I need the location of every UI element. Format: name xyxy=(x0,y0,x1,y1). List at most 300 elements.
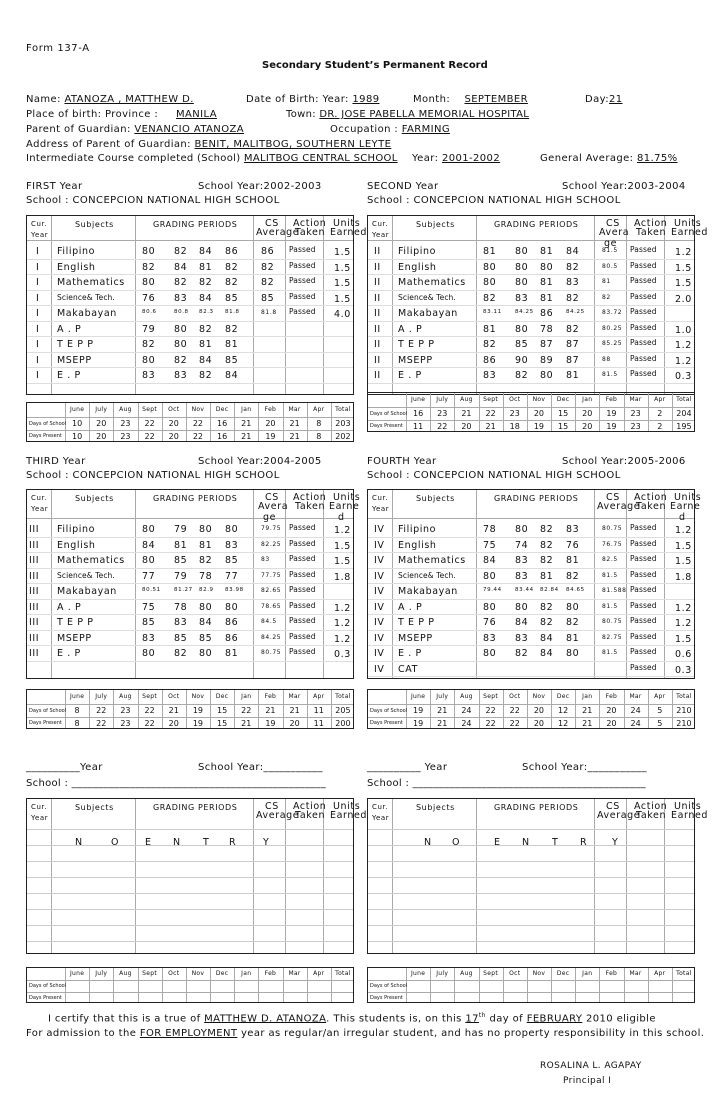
cur-year: III xyxy=(29,586,40,597)
row-divider xyxy=(27,877,353,878)
period-grade: 85 xyxy=(225,555,239,566)
period-grade: 80 xyxy=(174,323,188,335)
days-of-school: 22 xyxy=(485,409,496,418)
month-header: Mar xyxy=(629,970,642,977)
days-of-school: 20 xyxy=(168,419,179,428)
days-of-school: 21 xyxy=(437,706,448,715)
period-grade: 84.25 xyxy=(515,309,534,315)
days-present: 19 xyxy=(533,422,544,431)
cur-year: IV xyxy=(374,601,385,613)
days-of-school: 8 xyxy=(74,706,80,715)
days-present-label: Days Present xyxy=(370,995,403,1001)
cs-average-header: Avera xyxy=(258,501,289,512)
days-present: 195 xyxy=(676,422,692,431)
cur-year: II xyxy=(374,292,381,304)
period-grade: 74 xyxy=(515,539,529,551)
days-of-school: 8 xyxy=(316,419,322,428)
period-grade: 84 xyxy=(566,246,580,257)
subject-name: Filipino xyxy=(398,524,436,535)
month-header: Mar xyxy=(288,970,301,977)
intermediate-school: MALITBOG CENTRAL SCHOOL xyxy=(243,153,398,164)
action-taken: Passed xyxy=(630,569,657,579)
no-entry-letter: E xyxy=(494,837,501,848)
period-grade: 82 xyxy=(540,524,554,535)
attendance-table xyxy=(26,402,354,442)
cs-average: 81.5 xyxy=(602,247,618,254)
certify-text-f: year as regular/an irregular student, and has no property responsibility in this school. xyxy=(240,1028,705,1039)
days-present: 8 xyxy=(316,432,322,441)
month-header: Total xyxy=(335,970,351,977)
days-present: 11 xyxy=(313,719,324,728)
month-header: Aug xyxy=(119,970,132,977)
cs-header: CS xyxy=(265,492,279,503)
cs-average: 81.588 xyxy=(602,587,627,594)
days-of-school: 15 xyxy=(216,706,228,715)
days-present: 22 xyxy=(485,719,496,728)
cs-average: 76.75 xyxy=(602,540,623,548)
row-divider xyxy=(368,383,694,384)
period-grade: 80 xyxy=(515,524,529,535)
pob-row xyxy=(26,109,217,120)
certify-text-e: For admission to the xyxy=(26,1028,137,1039)
row-divider xyxy=(27,861,353,862)
student-name: ATANOZA , MATTHEW D. xyxy=(64,94,194,105)
action-taken: Passed xyxy=(289,291,316,301)
month-header: Jan xyxy=(582,693,593,700)
column-divider xyxy=(253,799,254,953)
units-earned: 0.6 xyxy=(675,649,692,660)
gen-avg-row xyxy=(540,153,678,164)
period-grade: 78 xyxy=(174,601,188,613)
month-header: Aug xyxy=(460,970,473,977)
action-taken: Passed xyxy=(630,307,657,316)
action-taken: Passed xyxy=(289,616,316,625)
row-divider xyxy=(27,583,353,584)
subject-name: Filipino xyxy=(57,246,95,257)
no-entry-letter: O xyxy=(111,837,120,848)
units-earned-header: Earne xyxy=(670,501,701,512)
units-earned: 1.2 xyxy=(675,340,692,351)
row-divider xyxy=(27,321,353,322)
period-grade: 78 xyxy=(483,524,497,535)
cs-ge-header: ge xyxy=(263,512,277,523)
cur-year: IV xyxy=(374,555,385,566)
subject-name: Mathematics xyxy=(57,555,125,566)
taken-header: Taken xyxy=(636,810,667,821)
units-earned: 0.3 xyxy=(334,649,351,660)
period-grade: 81 xyxy=(199,339,213,350)
days-present: 202 xyxy=(335,432,351,441)
period-grade: 81 xyxy=(566,555,580,566)
action-taken: Passed xyxy=(289,307,316,316)
period-grade: 82 xyxy=(515,648,529,659)
period-grade: 80 xyxy=(540,370,554,381)
certify-student: MATTHEW D. ATANOZA xyxy=(204,1013,327,1025)
row-divider xyxy=(27,336,353,337)
days-present: 8 xyxy=(74,719,80,728)
cur-year: I xyxy=(36,308,40,319)
days-of-school: 23 xyxy=(630,409,641,418)
cs-average: 80.75 xyxy=(602,525,623,532)
period-grade: 90 xyxy=(515,354,529,366)
month-header: Total xyxy=(676,970,692,977)
period-grade: 81 xyxy=(199,539,213,551)
period-grade: 82 xyxy=(225,323,239,335)
action-header: Action xyxy=(634,218,668,229)
subject-name: MSEPP xyxy=(57,632,92,644)
period-grade: 82 xyxy=(483,292,497,304)
period-grade: 82 xyxy=(566,617,580,628)
period-grade: 80 xyxy=(142,277,156,288)
taken-header: Taken xyxy=(636,501,667,512)
row-divider xyxy=(27,630,353,631)
period-grade: 80 xyxy=(483,601,497,613)
row-divider xyxy=(368,274,694,275)
action-header: Action xyxy=(293,492,327,503)
period-grade: 82 xyxy=(566,570,580,582)
period-grade: 84 xyxy=(199,246,213,257)
cs-average: 83.72 xyxy=(602,309,623,316)
cur-year: II xyxy=(374,354,381,366)
month-header: Feb xyxy=(605,970,618,977)
days-present: 19 xyxy=(192,719,203,728)
no-entry-letter: N xyxy=(173,837,181,848)
subject-name: Makabayan xyxy=(398,586,458,597)
certification-line-1 xyxy=(48,1012,656,1024)
subjects-header: Subjects xyxy=(416,494,455,503)
period-grade: 85 xyxy=(225,292,239,304)
period-grade: 86 xyxy=(225,632,239,644)
blank-grades-table xyxy=(367,798,709,954)
attendance-divider xyxy=(27,992,353,993)
period-grade: 82.9 xyxy=(199,587,214,593)
certify-text-d: 2010 eligible xyxy=(585,1013,656,1025)
month-header: Oct xyxy=(509,396,521,403)
period-grade: 84.65 xyxy=(566,587,585,593)
cur-year: II xyxy=(374,323,381,335)
period-grade: 81 xyxy=(225,339,239,350)
month-header: June xyxy=(410,970,426,977)
subject-name: A . P xyxy=(57,323,82,335)
year-heading: FOURTH Year xyxy=(367,456,437,467)
days-present: 22 xyxy=(509,719,520,728)
units-earned: 1.2 xyxy=(334,618,351,629)
attendance-table xyxy=(26,689,354,729)
no-entry-letter: Y xyxy=(612,837,619,848)
subjects-header: Subjects xyxy=(416,803,455,812)
blank-year-left: __________Year xyxy=(26,762,103,773)
units-header: Units xyxy=(674,801,702,812)
month-header: Feb xyxy=(264,406,277,413)
row-divider xyxy=(27,661,353,662)
period-grade: 80 xyxy=(540,261,554,273)
cur-header: Cur. xyxy=(372,494,389,502)
units-earned: 1.5 xyxy=(675,262,692,274)
month-header: July xyxy=(436,396,449,403)
header-divider xyxy=(368,518,694,519)
cs-average-header: Average xyxy=(597,810,641,821)
days-of-school: 23 xyxy=(120,706,131,715)
cur-year: III xyxy=(29,539,40,551)
period-grade: 84 xyxy=(199,617,213,628)
units-earned-header: Earned xyxy=(330,227,368,238)
town-label: Town: xyxy=(286,109,316,120)
days-present: 10 xyxy=(71,432,83,441)
attendance-divider xyxy=(27,717,353,718)
attendance-divider xyxy=(368,992,694,993)
month-header: Feb xyxy=(605,693,618,700)
year-header: Year xyxy=(31,231,49,239)
period-grade: 79 xyxy=(174,524,188,535)
action-taken: Passed xyxy=(289,600,316,610)
subject-name: Makabayan xyxy=(398,308,458,319)
gen-avg-label: General Average: xyxy=(540,153,634,164)
period-grade: 80 xyxy=(515,246,529,257)
month-header: Jan xyxy=(241,970,252,977)
town: DR. JOSE PABELLA MEMORIAL HOSPITAL xyxy=(319,109,530,120)
period-grade: 81 xyxy=(566,632,580,644)
subject-name: A . P xyxy=(398,601,423,613)
cs-average: 85 xyxy=(261,292,275,304)
taken-header: Taken xyxy=(295,227,326,238)
days-of-school: 210 xyxy=(676,706,692,715)
month-header: Total xyxy=(335,406,351,413)
subject-name: English xyxy=(398,539,437,551)
row-divider xyxy=(27,645,353,646)
period-grade: 84 xyxy=(483,555,497,566)
units-header: Units xyxy=(333,492,361,503)
action-taken: Passed xyxy=(630,616,657,625)
units-earned-header: Earned xyxy=(671,810,709,821)
blank-school-right: School : ____________________________________________ xyxy=(367,778,646,789)
school-name: School : CONCEPCION NATIONAL HIGH SCHOOL xyxy=(367,470,621,481)
guardian-label: Parent of Guardian: xyxy=(26,124,131,135)
period-grade: 77 xyxy=(225,570,239,582)
period-grade: 82 xyxy=(142,261,156,273)
cur-year: IV xyxy=(374,632,385,644)
month-header: Dec xyxy=(215,693,229,700)
period-grade: 82 xyxy=(174,648,188,659)
days-of-school: 23 xyxy=(120,419,131,428)
action-header: Action xyxy=(293,801,327,812)
cs-average: 78.65 xyxy=(261,602,282,610)
units-earned: 1.5 xyxy=(334,293,351,305)
period-grade: 80 xyxy=(199,601,213,613)
period-grade: 85 xyxy=(515,339,529,350)
days-present: 2 xyxy=(657,422,663,431)
row-divider xyxy=(27,537,353,538)
cur-year: IV xyxy=(374,570,385,582)
row-divider xyxy=(368,321,694,322)
period-grade: 76 xyxy=(566,539,580,551)
period-grade: 75 xyxy=(142,601,156,613)
period-grade: 83 xyxy=(566,277,580,288)
action-taken: Passed xyxy=(289,631,316,641)
days-present: 11 xyxy=(412,422,424,431)
month-header: Aug xyxy=(119,406,132,413)
period-grade: 75 xyxy=(483,539,497,551)
certify-purpose: FOR EMPLOYMENT xyxy=(139,1028,238,1039)
row-divider xyxy=(368,829,694,830)
units-header: Units xyxy=(674,218,702,229)
units-earned-header: Earne xyxy=(329,501,360,512)
cur-header: Cur. xyxy=(31,220,48,228)
period-grade: 80 xyxy=(225,601,239,613)
period-grade: 86 xyxy=(540,308,554,319)
period-grade: 85 xyxy=(174,632,188,644)
cur-year: I xyxy=(36,354,40,366)
row-divider xyxy=(27,614,353,615)
units-earned: 1.2 xyxy=(675,525,692,536)
subject-name: T E P P xyxy=(398,339,435,350)
grading-header: GRADING PERIODS xyxy=(153,220,238,229)
action-taken: Passed xyxy=(289,260,316,270)
period-grade: 81 xyxy=(540,246,554,257)
cur-year: III xyxy=(29,524,40,535)
units-earned: 1.5 xyxy=(675,633,692,645)
school-name: School : CONCEPCION NATIONAL HIGH SCHOOL xyxy=(26,195,280,206)
month-header: Total xyxy=(676,693,692,700)
cs-average: 85.25 xyxy=(602,340,623,347)
period-grade: 78 xyxy=(540,323,554,335)
cur-year: III xyxy=(29,555,40,566)
cur-header: Cur. xyxy=(372,803,389,811)
period-grade: 80 xyxy=(566,648,580,659)
gen-avg: 81.75% xyxy=(637,153,678,164)
month-header: Sept xyxy=(483,396,499,403)
attendance-table xyxy=(367,392,695,432)
days-present: 5 xyxy=(657,719,663,728)
month-header: June xyxy=(69,970,85,977)
period-grade: 83 xyxy=(515,632,529,644)
cs-average: 80.75 xyxy=(261,649,282,656)
period-grade: 81.27 xyxy=(174,587,193,593)
period-grade: 89 xyxy=(540,354,554,366)
cs-header: CS xyxy=(265,801,279,812)
row-divider xyxy=(27,599,353,600)
action-taken: Passed xyxy=(630,647,657,656)
row-divider xyxy=(27,352,353,353)
cur-year: I xyxy=(36,323,40,335)
address-label: Address of Parent of Guardian: xyxy=(26,139,191,150)
town-row xyxy=(286,109,529,120)
days-present: 19 xyxy=(606,422,617,431)
month-header: July xyxy=(95,970,108,977)
month-header: Mar xyxy=(629,693,642,700)
period-grade: 80.8 xyxy=(174,309,189,315)
month-header: Total xyxy=(335,693,351,700)
attendance-divider xyxy=(27,704,353,705)
dob-row xyxy=(246,94,379,105)
units-header: Units xyxy=(333,218,361,229)
day-row xyxy=(585,94,623,105)
days-present: 22 xyxy=(96,719,107,728)
subject-name: Mathematics xyxy=(398,555,466,566)
subject-name: Science& Tech. xyxy=(57,292,115,302)
cs-average: 82.65 xyxy=(261,587,282,594)
row-divider xyxy=(368,583,694,584)
guardian-row xyxy=(26,124,244,135)
subjects-header: Subjects xyxy=(75,494,114,503)
taken-header: Taken xyxy=(295,810,326,821)
period-grade: 84 xyxy=(199,354,213,366)
grades-table xyxy=(26,215,368,395)
month-header: Feb xyxy=(264,693,277,700)
period-grade: 84 xyxy=(142,539,156,551)
units-earned: 4.0 xyxy=(334,309,351,320)
subject-name: Science& Tech. xyxy=(398,570,456,580)
period-grade: 82 xyxy=(199,277,213,288)
period-grade: 83.98 xyxy=(225,587,244,593)
row-divider xyxy=(27,290,353,291)
row-divider xyxy=(368,845,694,846)
cur-year: IV xyxy=(374,586,385,597)
days-present: 19 xyxy=(265,432,276,441)
units-earned-header: Earned xyxy=(671,227,709,238)
month-header: Jan xyxy=(582,396,593,403)
units-earned: 1.5 xyxy=(334,556,351,567)
action-taken: Passed xyxy=(630,260,657,270)
units-earned: 2.0 xyxy=(675,293,692,305)
month-header: June xyxy=(69,406,85,413)
cs-average: 81.8 xyxy=(261,309,277,316)
year-header: Year xyxy=(372,505,390,513)
action-taken: Passed xyxy=(630,538,657,548)
month-header: Apr xyxy=(313,406,325,413)
subject-name: English xyxy=(398,261,437,273)
subject-name: E . P xyxy=(398,370,422,381)
days-present: 23 xyxy=(120,719,131,728)
cur-year: IV xyxy=(374,663,385,675)
grades-table xyxy=(26,489,361,679)
year-header: Year xyxy=(31,814,49,822)
attendance-divider xyxy=(368,717,694,718)
month-header: Apr xyxy=(654,693,666,700)
month-header: Total xyxy=(676,396,692,403)
month-header: Nov xyxy=(532,693,546,700)
period-grade: 79 xyxy=(174,570,188,582)
period-grade: 83 xyxy=(142,370,156,381)
days-present-label: Days Present xyxy=(29,995,62,1001)
days-of-school: 20 xyxy=(533,409,544,418)
period-grade: 80 xyxy=(142,354,156,366)
cs-average: 84.25 xyxy=(261,633,282,641)
action-taken: Passed xyxy=(289,585,316,594)
days-present: 22 xyxy=(144,719,155,728)
cur-year: III xyxy=(29,601,40,613)
month-header: July xyxy=(436,970,449,977)
cs-average: 82.75 xyxy=(602,633,623,641)
row-divider xyxy=(368,925,694,926)
action-taken: Passed xyxy=(289,538,316,548)
days-of-school: 21 xyxy=(265,706,276,715)
period-grade: 86 xyxy=(225,246,239,257)
month-header: Feb xyxy=(605,396,618,403)
action-taken: Passed xyxy=(630,585,657,594)
days-of-school: 203 xyxy=(335,419,351,428)
int-year: 2001-2002 xyxy=(441,153,501,164)
attendance-divider xyxy=(368,704,694,705)
row-divider xyxy=(27,383,353,384)
cs-average: 80.75 xyxy=(602,618,623,625)
days-of-school-label: Days of School xyxy=(370,708,408,714)
month-header: Apr xyxy=(654,396,666,403)
blank-year-right: __________ Year xyxy=(367,762,448,773)
period-grade: 83.44 xyxy=(515,587,534,593)
month-header: June xyxy=(410,693,426,700)
school-year: School Year:2005-2006 xyxy=(562,456,686,467)
signatory-position: Principal I xyxy=(563,1076,612,1086)
